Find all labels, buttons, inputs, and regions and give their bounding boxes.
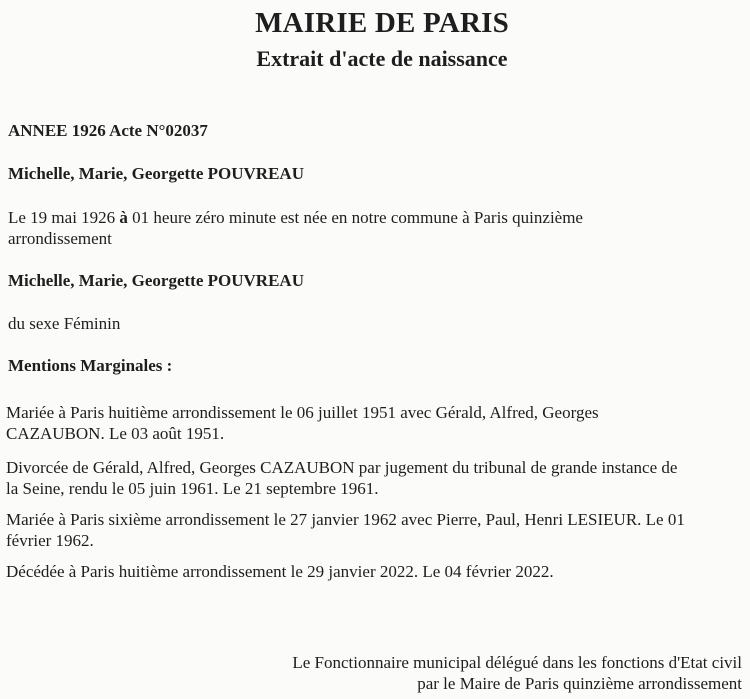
birth-text-part2: 01 heure zéro minute est née en notre commune à Paris quinzième: [127, 208, 583, 227]
document-title: MAIRIE DE PARIS: [255, 7, 509, 39]
mention-item: [6, 561, 554, 582]
mention-line: Mariée à Paris huitième arrondissement le 06 juillet 1951 avec Gérald, Alfred, Georges: [6, 403, 599, 422]
birth-text-part1: Le 19 mai 1926: [8, 208, 120, 227]
birth-statement: [8, 207, 583, 249]
mention-line: Mariée à Paris sixième arrondissement le 27 janvier 1962 avec Pierre, Paul, Henri LESIEUR. Le 01: [6, 510, 685, 529]
signature-line: Le Fonctionnaire municipal délégué dans les fonctions d'Etat civil: [292, 653, 742, 672]
name-heading: Michelle, Marie, Georgette POUVREAU: [8, 164, 304, 183]
birth-text-part3: arrondissement: [8, 229, 112, 248]
sex-line: du sexe Féminin: [8, 314, 121, 333]
mention-item: [6, 509, 685, 551]
mentions-heading: Mentions Marginales :: [8, 356, 173, 375]
birth-text-bold: à: [119, 208, 128, 227]
mention-line: Divorcée de Gérald, Alfred, Georges CAZAUBON par jugement du tribunal de grande instance de: [6, 458, 678, 477]
signature-block: [292, 652, 742, 694]
mention-item: [6, 402, 599, 444]
mention-item: [6, 457, 677, 499]
name-repeat: Michelle, Marie, Georgette POUVREAU: [8, 271, 304, 290]
mention-line: Décédée à Paris huitième arrondissement le 29 janvier 2022. Le 04 février 2022.: [6, 562, 554, 581]
mention-line: CAZAUBON. Le 03 août 1951.: [6, 424, 225, 443]
signature-line: par le Maire de Paris quinzième arrondissement: [417, 674, 742, 693]
document-subtitle: Extrait d'acte de naissance: [256, 46, 508, 71]
mention-line: février 1962.: [6, 531, 94, 550]
mention-line: la Seine, rendu le 05 juin 1961. Le 21 septembre 1961.: [6, 479, 379, 498]
year-act-line: ANNEE 1926 Acte N°02037: [8, 121, 208, 140]
